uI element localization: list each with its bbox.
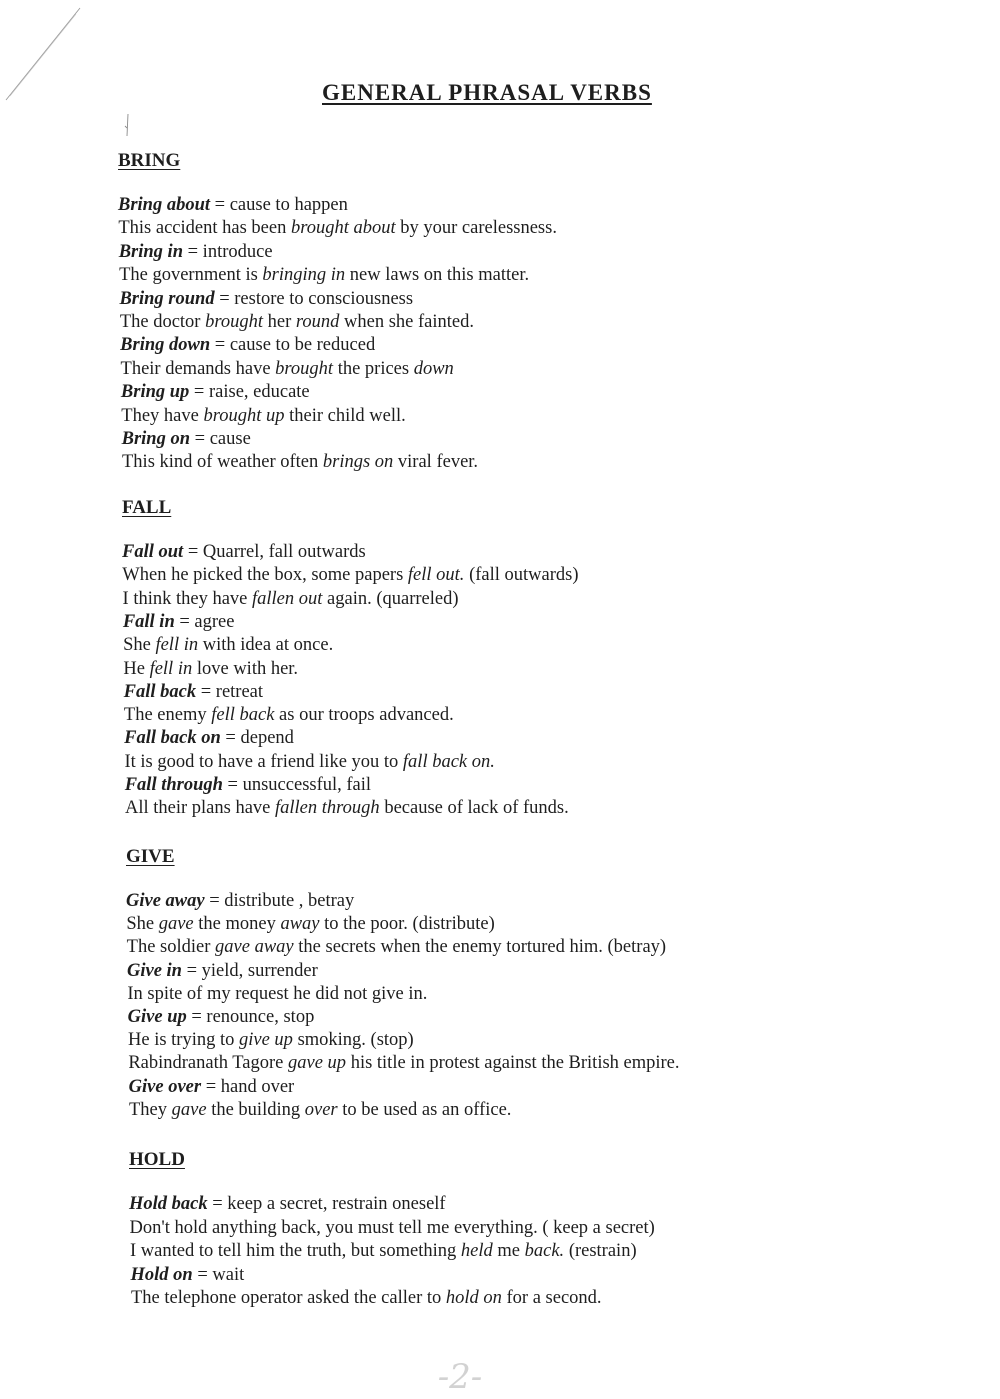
text-run: = hand over	[201, 1076, 295, 1097]
phrasal-verb-term: Give up	[127, 1007, 187, 1027]
italic-phrase: hold on	[445, 1288, 502, 1309]
italic-phrase: fallen out	[252, 588, 323, 609]
text-run: It is good to have a friend like you to	[124, 751, 403, 772]
pen-stroke-mark	[0, 0, 100, 110]
italic-phrase: gave away	[215, 937, 294, 958]
italic-phrase: round	[295, 312, 340, 332]
phrasal-verb-definition	[124, 681, 263, 703]
example-sentence	[126, 913, 494, 935]
text-run: This kind of weather often	[122, 452, 323, 473]
example-sentence	[123, 588, 459, 610]
text-run: All their plans have	[125, 798, 276, 819]
text-run: = depend	[220, 728, 294, 749]
text-run: with idea at once.	[198, 635, 334, 656]
italic-phrase: gave up	[288, 1053, 347, 1074]
example-sentence	[121, 358, 454, 380]
italic-phrase: brought about	[290, 218, 396, 239]
italic-phrase: give up	[239, 1030, 293, 1051]
text-run: again. (quarreled)	[322, 588, 459, 609]
text-run: = retreat	[196, 681, 264, 702]
text-run: her	[263, 312, 296, 332]
text-run: to the poor. (distribute)	[319, 914, 495, 935]
section-heading-give: GIVE	[126, 846, 175, 867]
example-sentence	[128, 1052, 679, 1074]
example-sentence	[131, 1287, 602, 1309]
text-run: his title in protest against the British empire.	[346, 1053, 680, 1074]
svg-text:-2-: -2-	[437, 1357, 483, 1397]
phrasal-verb-definition	[125, 774, 371, 796]
text-run: He is trying to	[128, 1030, 239, 1051]
italic-phrase: over	[304, 1099, 338, 1120]
phrasal-verb-definition	[118, 194, 348, 216]
text-run: the prices	[333, 358, 414, 379]
example-sentence	[129, 1099, 511, 1121]
example-sentence	[127, 983, 427, 1005]
text-run: I wanted to tell him the truth, but something	[130, 1241, 461, 1262]
phrasal-verb-term: Give in	[127, 960, 182, 981]
text-run: = wait	[192, 1264, 245, 1285]
phrasal-verb-term: Fall in	[122, 611, 175, 632]
text-run: their child well.	[284, 405, 406, 426]
text-run: He	[123, 658, 150, 679]
italic-phrase: bringing in	[262, 265, 346, 286]
text-run: = cause to happen	[210, 195, 348, 215]
italic-phrase: back.	[524, 1241, 565, 1262]
page-title: GENERAL PHRASAL VERBS	[322, 80, 652, 105]
phrasal-verb-term: Bring in	[118, 241, 183, 262]
text-run: when she fainted.	[339, 312, 474, 332]
phrasal-verb-definition	[122, 541, 366, 563]
example-sentence	[130, 1240, 637, 1262]
text-run: for a second.	[501, 1288, 602, 1309]
text-run: = Quarrel, fall outwards	[183, 542, 366, 562]
example-sentence	[120, 311, 474, 333]
text-run: = restore to consciousness	[214, 288, 414, 309]
example-sentence	[127, 936, 666, 958]
text-run: They	[129, 1099, 172, 1120]
example-sentence	[122, 451, 478, 473]
example-sentence	[123, 658, 298, 680]
text-run: When he picked the box, some papers	[122, 565, 408, 586]
example-sentence	[122, 564, 578, 586]
phrasal-verb-term: Bring down	[120, 335, 211, 356]
text-run: smoking. (stop)	[292, 1030, 414, 1051]
phrasal-verb-term: Give away	[126, 891, 205, 911]
text-run: the building	[206, 1099, 305, 1120]
phrasal-verb-definition	[123, 611, 235, 633]
text-run: to be used as an office.	[337, 1099, 512, 1120]
text-run: = introduce	[183, 241, 273, 262]
text-run: Rabindranath Tagore	[128, 1053, 288, 1074]
text-run: the secrets when the enemy tortured him. (betray)	[293, 937, 667, 958]
margin-tick-mark	[122, 112, 132, 140]
text-run: love with her.	[192, 658, 299, 679]
phrasal-verb-definition	[127, 960, 318, 982]
phrasal-verb-term: Bring about	[118, 195, 211, 215]
phrasal-verb-term: Hold back	[129, 1194, 208, 1214]
phrasal-verb-term: Bring up	[120, 382, 190, 403]
section-heading-bring: BRING	[118, 150, 181, 171]
phrasal-verb-definition	[129, 1076, 295, 1098]
italic-phrase: gave	[171, 1099, 207, 1120]
example-sentence	[128, 1029, 414, 1051]
phrasal-verb-term: Fall back	[123, 681, 197, 702]
text-run: as our troops advanced.	[274, 705, 454, 726]
example-sentence	[119, 264, 529, 286]
italic-phrase: fell out.	[407, 565, 465, 586]
italic-phrase: fall back on.	[402, 751, 495, 772]
italic-phrase: fell in	[155, 635, 199, 656]
italic-phrase: fell back	[211, 705, 275, 726]
italic-phrase: brought	[275, 358, 334, 379]
section-heading-fall: FALL	[122, 497, 172, 518]
phrasal-verb-term: Bring on	[121, 429, 191, 449]
text-run: Their demands have	[120, 358, 276, 379]
text-run: = unsuccessful, fail	[222, 775, 372, 795]
text-run: The telephone operator asked the caller to	[131, 1288, 446, 1309]
italic-phrase: gave	[158, 914, 194, 935]
phrasal-verb-definition	[128, 1006, 315, 1028]
text-run: I think they have	[122, 588, 252, 609]
phrasal-verb-term: Fall out	[122, 542, 184, 562]
phrasal-verb-term: Fall through	[124, 775, 223, 795]
phrasal-verb-definition	[129, 1193, 446, 1215]
text-run: = raise, educate	[189, 382, 310, 403]
phrasal-verb-definition	[120, 334, 375, 356]
text-run: = yield, surrender	[181, 960, 318, 981]
text-run: The doctor	[119, 312, 206, 332]
section-heading-hold: HOLD	[129, 1149, 185, 1170]
italic-phrase: fallen through	[275, 798, 380, 819]
text-run: me	[492, 1241, 525, 1262]
text-run: (fall outwards)	[464, 565, 579, 586]
text-run: = agree	[174, 611, 235, 632]
phrasal-verb-definition	[131, 1264, 245, 1286]
phrasal-verb-term: Bring round	[119, 288, 215, 309]
phrasal-verb-definition	[122, 428, 251, 450]
text-run: because of lack of funds.	[379, 798, 569, 819]
phrasal-verb-definition	[126, 890, 354, 912]
example-sentence	[125, 797, 569, 819]
phrasal-verb-term: Give over	[128, 1076, 202, 1097]
italic-phrase: away	[280, 914, 320, 935]
text-run: In spite of my request he did not give in.	[127, 983, 428, 1004]
example-sentence	[124, 704, 454, 726]
text-run: by your carelessness.	[395, 218, 557, 239]
text-run: She	[123, 635, 156, 656]
example-sentence	[124, 751, 494, 773]
phrasal-verb-definition	[121, 381, 310, 403]
phrasal-verb-definition	[119, 241, 273, 263]
text-run: the money	[193, 914, 281, 935]
italic-phrase: brought up	[203, 405, 285, 426]
italic-phrase: brings on	[322, 452, 394, 473]
italic-phrase: fell in	[149, 658, 193, 679]
text-run: The soldier	[126, 937, 216, 958]
example-sentence	[121, 405, 405, 427]
italic-phrase: down	[413, 358, 454, 379]
phrasal-verb-term: Hold on	[130, 1264, 193, 1285]
example-sentence	[130, 1217, 655, 1239]
phrasal-verb-term: Fall back on	[124, 728, 221, 749]
italic-phrase: brought	[205, 312, 263, 332]
text-run: viral fever.	[393, 452, 479, 473]
text-run: (restrain)	[564, 1241, 637, 1262]
page-number	[420, 1352, 500, 1399]
text-run: The enemy	[123, 705, 212, 726]
text-run: She	[126, 914, 159, 935]
example-sentence	[118, 217, 557, 239]
text-run: They have	[121, 405, 204, 426]
text-run: This accident has been	[118, 218, 291, 239]
phrasal-verb-definition	[119, 288, 413, 310]
phrasal-verb-definition	[124, 727, 294, 749]
text-run: The government is	[119, 265, 263, 286]
text-run: new laws on this matter.	[345, 265, 530, 286]
example-sentence	[123, 634, 333, 656]
text-run: Don't hold anything back, you must tell me everything. ( keep a secret)	[129, 1217, 655, 1238]
text-run: = keep a secret, restrain oneself	[207, 1194, 446, 1214]
text-run: = renounce, stop	[186, 1007, 315, 1027]
italic-phrase: held	[460, 1241, 493, 1262]
text-run: = cause to be reduced	[210, 335, 376, 356]
text-run: = cause	[190, 429, 251, 449]
text-run: = distribute , betray	[204, 891, 355, 911]
